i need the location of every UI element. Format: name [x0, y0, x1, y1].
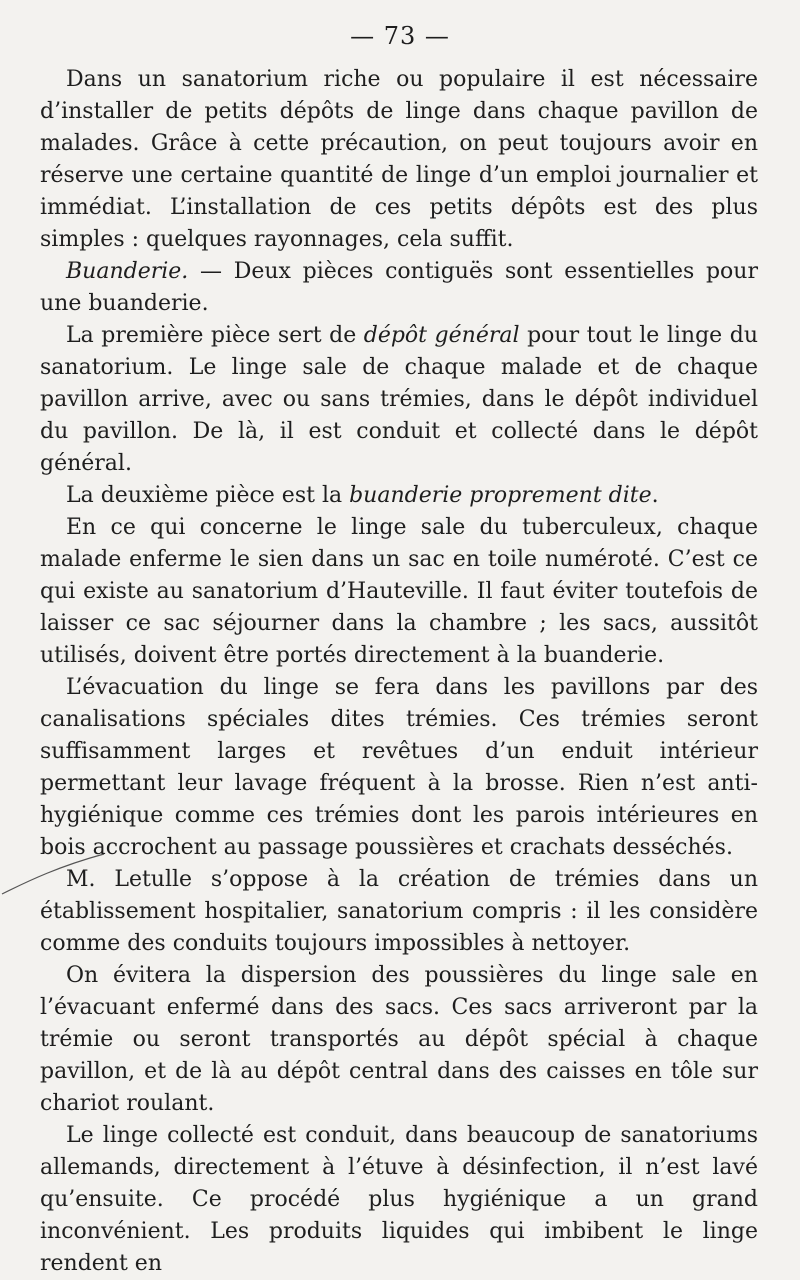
paragraph-8: [40, 960, 758, 1120]
paragraph-5: [40, 512, 758, 672]
text-segment: La deuxième pièce est la: [66, 483, 350, 508]
text-segment: pour tout le linge du sanatorium. Le linge sale de chaque malade et de chaque pavillon arrive, avec ou sans trémies, dans le dépôt individuel du pavillon. De là, il est conduit et collecté dans le dépôt général.: [40, 323, 758, 476]
italic-text-segment: dépôt général: [363, 323, 520, 348]
text-segment: En ce qui concerne le linge sale du tuberculeux, chaque malade enferme le sien dans un sac en toile numéroté. C’est ce qui existe au sanatorium d’Hauteville. Il faut éviter toutefois de laisser ce sac séjourner dans la chambre ; les sacs, aussitôt utilisés, doivent être portés directement à la buanderie.: [40, 515, 758, 668]
page-number: — 73 —: [350, 22, 450, 50]
paragraph-9: [40, 1120, 758, 1280]
italic-text-segment: Buanderie.: [66, 259, 189, 284]
paragraph-7: [40, 864, 758, 960]
paragraph-2: [40, 256, 758, 320]
text-segment: Le linge collecté est conduit, dans beaucoup de sanatoriums allemands, directement à l’étuve à désinfection, il n’est lavé qu’ensuite. Ce procédé plus hygiénique a un grand inconvénient. Les produits liquides qui imbibent le linge rendent en: [40, 1123, 758, 1276]
text-segment: Dans un sanatorium riche ou populaire il est nécessaire d’installer de petits dépôts de linge dans chaque pavillon de malades. Grâce à cette précaution, on peut toujours avoir en réserve une certaine quantité de linge d’un emploi journalier et immédiat. L’installation de ces petits dépôts est des plus simples : quelques rayonnages, cela suffit.: [40, 67, 758, 252]
paragraph-1: [40, 64, 758, 256]
text-segment: On évitera la dispersion des poussières du linge sale en l’évacuant enfermé dans des sacs. Ces sacs arriveront par la trémie ou seront transportés au dépôt spécial à chaque pavillon, et de là au dépôt central dans des caisses en tôle sur chariot roulant.: [40, 963, 758, 1116]
text-segment: .: [651, 483, 659, 508]
text-segment: — Deux pièces contiguës sont essentielles pour une buanderie.: [40, 259, 758, 316]
text-segment: La première pièce sert de: [66, 323, 364, 348]
paragraph-6: [40, 672, 758, 864]
paragraph-3: [40, 320, 758, 480]
italic-text-segment: buanderie proprement dite: [349, 483, 652, 508]
text-segment: L’évacuation du linge se fera dans les pavillons par des canalisations spéciales dites trémies. Ces trémies seront suffisamment larges et revêtues d’un enduit intérieur permettant leur lavage fréquent à la brosse. Rien n’est anti-hygiénique comme ces trémies dont les parois intérieures en bois accrochent au passage poussières et crachats desséchés.: [40, 675, 758, 860]
paragraph-4: [40, 480, 758, 512]
document-text-body: [40, 64, 758, 1280]
text-segment: M. Letulle s’oppose à la création de trémies dans un établissement hospitalier, sanatorium compris : il les considère comme des conduits toujours impossibles à nettoyer.: [40, 867, 758, 956]
